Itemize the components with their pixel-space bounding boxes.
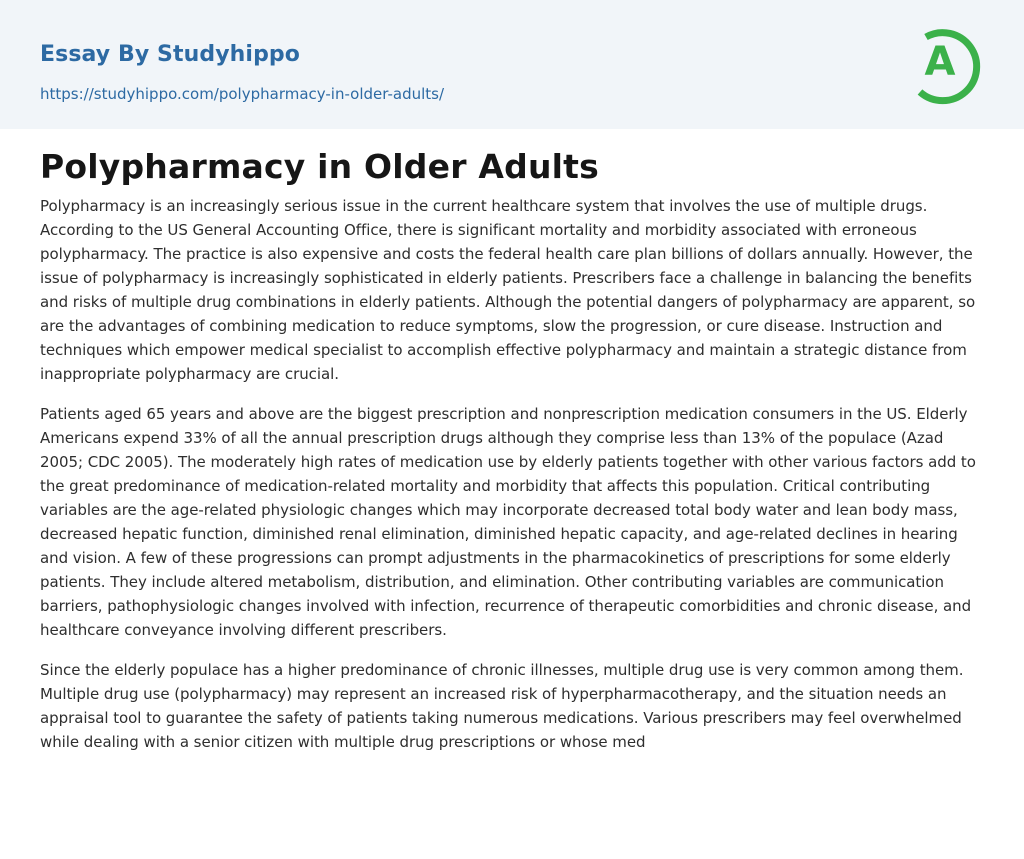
article-paragraph: Patients aged 65 years and above are the biggest prescription and nonprescription medication consumers in the US. Elderly Americans expend 33% of all the annual prescription drugs although they comprise less than 13% of the populace (Azad 2005; CDC 2005). The moderately high rates of medication use by elderly patients together with other various factors add to the great predominance of medication-related mortality and morbidity that affects this population. Critical contributing variables are the age-related physiologic changes which may incorporate decreased total body water and lean body mass, decreased hepatic function, diminished renal elimination, diminished hepatic capacity, and age-related declines in hearing and vision. A few of these progressions can prompt adjustments in the pharmacokinetics of prescriptions for some elderly patients. They include altered metabolism, distribution, and elimination. Other contributing variables are communication barriers, pathophysiologic changes involved with infection, recurrence of therapeutic comorbidities and chronic disease, and healthcare conveyance involving different prescribers. bbox=[40, 405, 976, 639]
article-body bbox=[40, 194, 984, 806]
article-paragraph: Polypharmacy is an increasingly serious issue in the current healthcare system that involves the use of multiple drugs. According to the US General Accounting Office, there is significant mortality and morbidity associated with erroneous polypharmacy. The practice is also expensive and costs the federal health care plan billions of dollars annually. However, the issue of polypharmacy is increasingly sophisticated in elderly patients. Prescribers face a challenge in balancing the benefits and risks of multiple drug combinations in elderly patients. Although the potential dangers of polypharmacy are apparent, so are the advantages of combining medication to reduce symptoms, slow the progression, or cure disease. Instruction and techniques which empower medical specialist to accomplish effective polypharmacy and maintain a strategic distance from inappropriate polypharmacy are crucial. bbox=[40, 197, 976, 383]
site-brand[interactable]: Essay By Studyhippo bbox=[40, 42, 300, 67]
logo-letter: A bbox=[924, 39, 956, 85]
studyhippo-logo-icon[interactable] bbox=[900, 16, 992, 108]
site-header bbox=[0, 0, 1024, 129]
page-title: Polypharmacy in Older Adults bbox=[40, 147, 599, 186]
article-paragraph: Since the elderly populace has a higher predominance of chronic illnesses, multiple drug use is very common among them. Multiple drug use (polypharmacy) may represent an increased risk of hyperpharmacotherapy, and the situation needs an appraisal tool to guarantee the safety of patients taking numerous medications. Various prescribers may feel overwhelmed while dealing with a senior citizen with multiple drug prescriptions or whose med bbox=[40, 661, 964, 751]
essay-url-link[interactable]: https://studyhippo.com/polypharmacy-in-older-adults/ bbox=[40, 85, 445, 103]
